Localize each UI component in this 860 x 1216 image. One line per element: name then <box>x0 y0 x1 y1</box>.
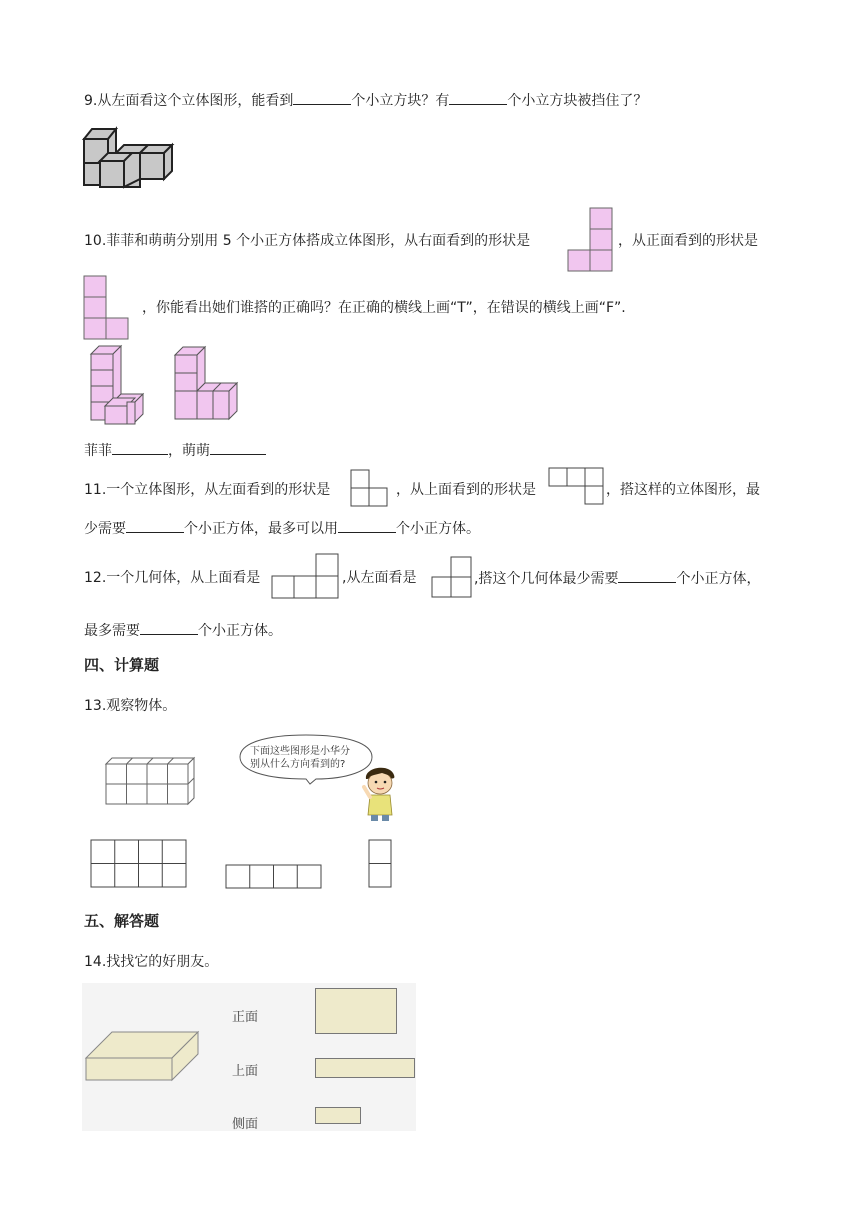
q14-label-front: 正面 <box>232 1010 259 1025</box>
q14-label-top: 上面 <box>232 1064 259 1079</box>
q14-top-rectangle[interactable] <box>315 1058 415 1078</box>
q14-front-rectangle[interactable] <box>315 988 397 1034</box>
q12-blank-2[interactable] <box>140 620 198 635</box>
q11-text-6: 个小正方体。 <box>396 521 480 537</box>
q10-text-2: ，从正面看到的形状是 <box>618 233 758 249</box>
q14-cuboid <box>84 1028 200 1084</box>
q11-top-view-shape <box>548 467 608 509</box>
q10-mengmeng-label: ，萌萌 <box>168 443 210 459</box>
question-11-line-1 <box>84 480 330 500</box>
q11-text-4: 少需要 <box>84 521 126 537</box>
q10-answers <box>84 440 266 461</box>
q10-mengmeng-blank[interactable] <box>210 440 266 455</box>
q11-text-2: ，从上面看到的形状是 <box>396 482 536 498</box>
q13-bubble-text <box>250 745 350 771</box>
q10-right-view-shape <box>566 207 614 273</box>
q9-text: 9.从左面看这个立体图形，能看到 <box>84 93 294 109</box>
question-12-line-1 <box>84 568 260 588</box>
q13-view-front <box>90 839 188 889</box>
q10-mengmeng-structure <box>172 345 240 423</box>
q13-bubble-line-2: 别从什么方向看到的? <box>250 759 346 770</box>
q9-text-3: 个小立方块被挡住了？ <box>507 93 648 109</box>
q10-text: 10.菲菲和萌萌分别用 5 个小正方体搭成立体图形，从右面看到的形状是 <box>84 233 531 249</box>
q9-blank-2[interactable] <box>449 90 507 105</box>
q10-feifei-structure <box>88 344 148 426</box>
q10-front-view-shape <box>82 275 132 341</box>
question-11-line-2 <box>84 518 480 539</box>
q10-feifei-blank[interactable] <box>112 440 168 455</box>
q13-view-side <box>368 839 394 889</box>
question-9 <box>84 90 647 111</box>
q14-side-rectangle[interactable] <box>315 1107 361 1124</box>
q11-blank-1[interactable] <box>126 518 184 533</box>
section-heading-4: 四、计算题 <box>84 656 160 674</box>
q13-cube-block <box>104 756 196 806</box>
q12-text: 12.一个几何体，从上面看是 <box>84 570 261 586</box>
q9-cube-figure <box>82 125 172 195</box>
boy-character-illustration <box>360 763 400 823</box>
question-12-line-2 <box>84 620 282 641</box>
q9-blank-1[interactable] <box>293 90 351 105</box>
q13-view-top <box>225 864 323 890</box>
q13-bubble-line-1: 下面这些图形是小华分 <box>250 746 350 757</box>
q11-left-view-shape <box>350 469 392 509</box>
q13-text: 13.观察物体。 <box>84 698 177 714</box>
q11-blank-2[interactable] <box>338 518 396 533</box>
q12-text-6: 个小正方体。 <box>198 623 282 639</box>
question-14 <box>84 952 218 972</box>
q11-text-3: ，搭这样的立体图形，最 <box>606 482 760 498</box>
q10-feifei-label: 菲菲 <box>84 443 112 459</box>
q11-text: 11.一个立体图形，从左面看到的形状是 <box>84 482 331 498</box>
q12-text-2: ,从左面看是 <box>342 570 417 586</box>
q12-left-view-shape <box>431 556 475 600</box>
q14-text: 14.找找它的好朋友。 <box>84 954 219 970</box>
q9-text-2: 个小立方块？有 <box>351 93 450 109</box>
section-heading-5: 五、解答题 <box>84 912 160 930</box>
q10-text-3: ，你能看出她们谁搭的正确吗？在正确的横线上画“T”，在错误的横线上画“F”. <box>142 300 626 316</box>
q14-label-side: 侧面 <box>232 1117 259 1132</box>
q12-text-5: 最多需要 <box>84 623 140 639</box>
q12-blank-1[interactable] <box>618 568 676 583</box>
q11-text-5: 个小正方体，最多可以用 <box>184 521 338 537</box>
question-13 <box>84 696 176 716</box>
q12-text-3: ,搭这个几何体最少需要 个小正方体， <box>474 568 760 589</box>
question-10-line-1 <box>84 231 530 251</box>
q12-top-view-shape <box>270 553 342 601</box>
